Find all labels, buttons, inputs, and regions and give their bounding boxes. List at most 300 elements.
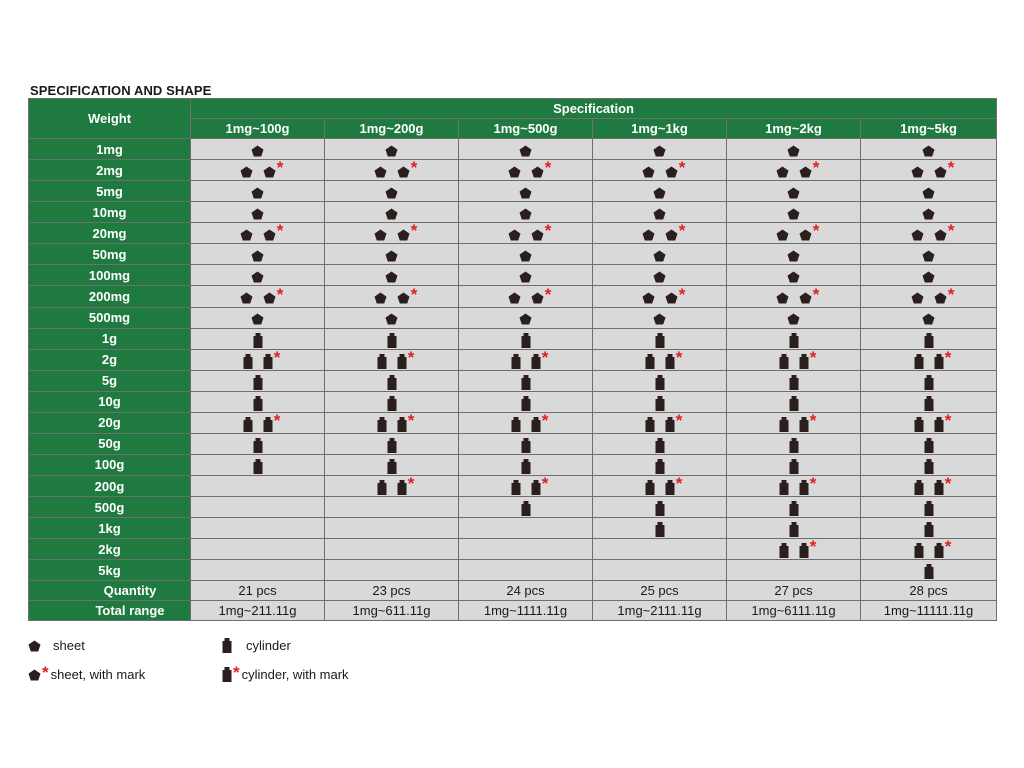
shape-cell [727, 476, 861, 497]
sheet-icon [787, 140, 800, 159]
cylinder-icon [789, 330, 799, 349]
table-row [29, 412, 997, 433]
cylinder-icon [521, 372, 531, 391]
table-row [29, 328, 997, 349]
total-range-value: 1mg~211.11g [191, 601, 325, 621]
sheet-icon [787, 203, 800, 222]
shape-cell [593, 328, 727, 349]
sheet-icon [776, 224, 789, 243]
sheet-with-mark-icon [531, 158, 552, 180]
shape-cell [861, 223, 997, 244]
shape-cell [861, 160, 997, 181]
cylinder-icon [924, 330, 934, 349]
cylinder-with-mark-icon [799, 410, 817, 433]
sheet-icon [28, 640, 41, 652]
weight-label: 2mg [29, 160, 191, 181]
shape-cell [861, 476, 997, 497]
sheet-with-mark-icon [934, 158, 955, 180]
shape-cell [459, 518, 593, 539]
total-range-value: 1mg~11111.11g [861, 601, 997, 621]
cylinder-icon [779, 351, 789, 370]
table-row [29, 244, 997, 265]
spec-column-header: 1mg~200g [325, 119, 459, 139]
sheet-icon [374, 161, 387, 180]
shape-cell [325, 539, 459, 560]
mark-asterisk: * [407, 410, 415, 430]
sheet-icon [922, 182, 935, 201]
sheet-icon [787, 245, 800, 264]
weight-label: 500mg [29, 307, 191, 328]
quantity-value: 24 pcs [459, 581, 593, 601]
table-row [29, 539, 997, 560]
shape-cell [861, 286, 997, 307]
cylinder-icon [511, 351, 521, 370]
sheet-icon [519, 245, 532, 264]
sheet-with-mark-icon [934, 221, 955, 243]
sheet-icon [240, 288, 253, 307]
sheet-icon [251, 203, 264, 222]
sheet-icon [653, 266, 666, 285]
sheet-with-mark-icon [531, 284, 552, 307]
shape-cell [325, 265, 459, 286]
mark-asterisk: * [809, 474, 817, 494]
table-row [29, 497, 997, 518]
table-row [29, 307, 997, 328]
sheet-icon [251, 182, 264, 201]
shape-cell [191, 181, 325, 202]
sheet-icon [787, 182, 800, 201]
sheet-with-mark-icon [397, 284, 418, 307]
shape-cell [325, 139, 459, 160]
spec-column-header: 1mg~100g [191, 119, 325, 139]
sheet-icon [911, 288, 924, 307]
cylinder-with-mark-icon [397, 410, 415, 433]
shape-cell [191, 223, 325, 244]
sheet-with-mark-icon [28, 662, 49, 682]
sheet-icon [508, 161, 521, 180]
shape-cell [459, 412, 593, 433]
cylinder-icon [655, 435, 665, 454]
shape-cell [325, 223, 459, 244]
cylinder-icon [789, 519, 799, 538]
shape-cell [325, 560, 459, 581]
page-title: SPECIFICATION AND SHAPE [30, 83, 212, 98]
shape-cell [191, 202, 325, 223]
sheet-icon [251, 309, 264, 328]
cylinder-icon [521, 456, 531, 475]
cylinder-icon [387, 393, 397, 412]
shape-cell [727, 307, 861, 328]
shape-cell [459, 370, 593, 391]
shape-cell [593, 391, 727, 412]
cylinder-with-mark-icon [665, 410, 683, 433]
mark-asterisk: * [944, 410, 952, 430]
sheet-icon [385, 182, 398, 201]
cylinder-icon [511, 414, 521, 433]
table-row [29, 160, 997, 181]
weight-label: 5g [29, 370, 191, 391]
legend-sheet-mark [28, 662, 146, 682]
shape-cell [191, 433, 325, 454]
shape-cell [325, 518, 459, 539]
weight-label: 50g [29, 433, 191, 454]
shape-cell [325, 476, 459, 497]
table-row [29, 265, 997, 286]
cylinder-with-mark-icon [263, 410, 281, 433]
shape-cell [727, 244, 861, 265]
sheet-icon [385, 140, 398, 159]
shape-cell [325, 391, 459, 412]
shape-cell [459, 181, 593, 202]
shape-cell [459, 328, 593, 349]
cylinder-with-mark-icon [934, 474, 952, 496]
cylinder-with-mark-icon [799, 537, 817, 559]
shape-cell [727, 202, 861, 223]
sheet-icon [240, 161, 253, 180]
shape-cell [593, 539, 727, 560]
mark-asterisk: * [812, 221, 820, 241]
shape-cell [861, 202, 997, 223]
total-range-value: 1mg~6111.11g [727, 601, 861, 621]
shape-cell [325, 181, 459, 202]
sheet-icon [653, 140, 666, 159]
cylinder-icon [924, 456, 934, 475]
cylinder-icon [779, 540, 789, 559]
cylinder-icon [924, 435, 934, 454]
shape-cell [593, 518, 727, 539]
table-row [29, 433, 997, 454]
shape-cell [727, 181, 861, 202]
mark-asterisk: * [42, 662, 49, 682]
table-row [29, 223, 997, 244]
cylinder-with-mark-icon [799, 347, 817, 370]
shape-cell [459, 539, 593, 560]
cylinder-icon [655, 456, 665, 475]
cylinder-icon [645, 414, 655, 433]
shape-cell [459, 265, 593, 286]
quantity-row [29, 581, 997, 601]
shape-cell [325, 497, 459, 518]
quantity-value: 27 pcs [727, 581, 861, 601]
shape-cell [861, 370, 997, 391]
mark-asterisk: * [678, 221, 686, 241]
table-row [29, 454, 997, 475]
legend-cylinder-label: cylinder [246, 638, 291, 653]
sheet-icon [922, 266, 935, 285]
weight-label: 10g [29, 391, 191, 412]
cylinder-icon [511, 477, 521, 496]
cylinder-icon [914, 414, 924, 433]
mark-asterisk: * [273, 347, 281, 367]
spec-column-header: 1mg~1kg [593, 119, 727, 139]
weight-label: 10mg [29, 202, 191, 223]
weight-label: 200g [29, 476, 191, 497]
shape-cell [459, 391, 593, 412]
shape-cell [593, 433, 727, 454]
sheet-icon [787, 266, 800, 285]
quantity-value: 23 pcs [325, 581, 459, 601]
mark-asterisk: * [678, 284, 686, 304]
cylinder-with-mark-icon [531, 347, 549, 370]
shape-cell [459, 560, 593, 581]
shape-cell [861, 560, 997, 581]
shape-cell [727, 328, 861, 349]
mark-asterisk: * [541, 410, 549, 430]
sheet-icon [385, 309, 398, 328]
weight-label: 500g [29, 497, 191, 518]
mark-asterisk: * [410, 158, 418, 178]
shape-cell [459, 139, 593, 160]
legend-sheet-mark-label: sheet, with mark [50, 667, 146, 682]
sheet-icon [519, 140, 532, 159]
shape-cell [459, 433, 593, 454]
cylinder-with-mark-icon [665, 347, 683, 370]
mark-asterisk: * [675, 347, 683, 367]
shape-cell [593, 307, 727, 328]
sheet-icon [374, 288, 387, 307]
cylinder-icon [243, 351, 253, 370]
shape-cell [861, 539, 997, 560]
cylinder-icon [377, 351, 387, 370]
cylinder-icon [924, 519, 934, 538]
cylinder-icon [789, 393, 799, 412]
shape-cell [191, 160, 325, 181]
cylinder-icon [243, 414, 253, 433]
spec-column-header: 1mg~2kg [727, 119, 861, 139]
table-row [29, 476, 997, 497]
shape-cell [459, 244, 593, 265]
shape-cell [861, 328, 997, 349]
shape-cell [191, 391, 325, 412]
shape-cell [593, 202, 727, 223]
sheet-with-mark-icon [263, 158, 284, 180]
weight-label: 5kg [29, 560, 191, 581]
weight-label: 2g [29, 349, 191, 370]
shape-cell [325, 454, 459, 475]
weight-label: 50mg [29, 244, 191, 265]
shape-cell [593, 349, 727, 370]
sheet-with-mark-icon [799, 284, 820, 307]
specification-header: Specification [191, 99, 997, 119]
shape-cell [861, 307, 997, 328]
shape-cell [593, 560, 727, 581]
shape-cell [459, 223, 593, 244]
shape-cell [459, 160, 593, 181]
cylinder-icon [924, 498, 934, 517]
mark-asterisk: * [407, 474, 415, 494]
shape-cell [191, 328, 325, 349]
sheet-icon [776, 161, 789, 180]
shape-cell [727, 223, 861, 244]
sheet-icon [240, 224, 253, 243]
shape-cell [727, 560, 861, 581]
sheet-icon [519, 309, 532, 328]
shape-cell [593, 223, 727, 244]
cylinder-icon [387, 372, 397, 391]
cylinder-icon [521, 498, 531, 517]
shape-cell [593, 181, 727, 202]
table-row [29, 391, 997, 412]
sheet-icon [385, 245, 398, 264]
weight-label: 1kg [29, 518, 191, 539]
sheet-icon [653, 182, 666, 201]
shape-cell [459, 476, 593, 497]
table-row [29, 349, 997, 370]
shape-cell [861, 497, 997, 518]
cylinder-with-mark-icon [934, 347, 952, 370]
mark-asterisk: * [944, 537, 952, 557]
shape-cell [727, 265, 861, 286]
legend-cylinder [222, 638, 291, 653]
shape-cell [861, 265, 997, 286]
shape-cell [191, 518, 325, 539]
shape-cell [191, 412, 325, 433]
shape-cell [593, 139, 727, 160]
cylinder-icon [377, 414, 387, 433]
shape-cell [727, 286, 861, 307]
mark-asterisk: * [947, 158, 955, 178]
cylinder-with-mark-icon [665, 474, 683, 496]
legend-sheet-label: sheet [53, 638, 85, 653]
shape-cell [459, 286, 593, 307]
mark-asterisk: * [276, 221, 284, 241]
shape-cell [727, 412, 861, 433]
sheet-icon [787, 309, 800, 328]
weight-label: 5mg [29, 181, 191, 202]
weight-label: 200mg [29, 286, 191, 307]
cylinder-icon [655, 519, 665, 538]
shape-cell [727, 539, 861, 560]
shape-cell [191, 265, 325, 286]
shape-cell [593, 497, 727, 518]
sheet-icon [385, 203, 398, 222]
cylinder-icon [924, 372, 934, 391]
sheet-with-mark-icon [799, 221, 820, 243]
shape-cell [727, 139, 861, 160]
cylinder-icon [253, 330, 263, 349]
sheet-icon [251, 140, 264, 159]
mark-asterisk: * [947, 284, 955, 304]
cylinder-icon [655, 330, 665, 349]
shape-cell [727, 454, 861, 475]
sheet-icon [776, 288, 789, 307]
shape-cell [727, 370, 861, 391]
shape-cell [191, 349, 325, 370]
cylinder-icon [521, 393, 531, 412]
cylinder-icon [779, 414, 789, 433]
cylinder-with-mark-icon [222, 662, 240, 682]
cylinder-icon [655, 498, 665, 517]
sheet-icon [642, 161, 655, 180]
weight-label: 1mg [29, 139, 191, 160]
cylinder-icon [914, 477, 924, 496]
sheet-icon [922, 309, 935, 328]
cylinder-icon [645, 351, 655, 370]
total-range-value: 1mg~1111.11g [459, 601, 593, 621]
shape-cell [593, 286, 727, 307]
shape-cell [727, 518, 861, 539]
cylinder-icon [253, 393, 263, 412]
shape-cell [191, 244, 325, 265]
mark-asterisk: * [675, 410, 683, 430]
sheet-icon [642, 224, 655, 243]
shape-cell [727, 433, 861, 454]
cylinder-icon [253, 372, 263, 391]
sheet-icon [911, 224, 924, 243]
sheet-with-mark-icon [531, 221, 552, 243]
sheet-with-mark-icon [397, 158, 418, 180]
mark-asterisk: * [233, 662, 240, 682]
sheet-with-mark-icon [799, 158, 820, 180]
mark-asterisk: * [947, 221, 955, 241]
shape-cell [593, 160, 727, 181]
mark-asterisk: * [678, 158, 686, 178]
mark-asterisk: * [544, 221, 552, 241]
cylinder-icon [222, 638, 232, 653]
sheet-with-mark-icon [665, 158, 686, 180]
legend-cylinder-mark [222, 662, 349, 682]
shape-cell [325, 433, 459, 454]
total-range-label: Total range [29, 601, 191, 621]
shape-cell [593, 454, 727, 475]
cylinder-icon [789, 456, 799, 475]
sheet-icon [922, 140, 935, 159]
quantity-value: 28 pcs [861, 581, 997, 601]
table-row [29, 560, 997, 581]
shape-cell [325, 328, 459, 349]
table-row [29, 286, 997, 307]
mark-asterisk: * [812, 158, 820, 178]
cylinder-with-mark-icon [934, 410, 952, 433]
total-range-value: 1mg~2111.11g [593, 601, 727, 621]
shape-cell [593, 265, 727, 286]
mark-asterisk: * [541, 347, 549, 367]
mark-asterisk: * [544, 158, 552, 178]
shape-cell [861, 244, 997, 265]
cylinder-icon [789, 435, 799, 454]
sheet-icon [519, 182, 532, 201]
cylinder-icon [521, 330, 531, 349]
mark-asterisk: * [541, 474, 549, 494]
shape-cell [191, 497, 325, 518]
sheet-with-mark-icon [263, 284, 284, 307]
sheet-icon [251, 266, 264, 285]
mark-asterisk: * [944, 347, 952, 367]
shape-cell [861, 391, 997, 412]
sheet-icon [519, 266, 532, 285]
cylinder-icon [914, 351, 924, 370]
cylinder-icon [387, 456, 397, 475]
shape-cell [861, 518, 997, 539]
shape-cell [593, 244, 727, 265]
sheet-with-mark-icon [934, 284, 955, 307]
weight-label: 20g [29, 412, 191, 433]
total-range-value: 1mg~611.11g [325, 601, 459, 621]
shape-cell [593, 370, 727, 391]
table-row [29, 181, 997, 202]
cylinder-icon [377, 477, 387, 496]
legend-sheet [28, 638, 85, 653]
cylinder-icon [924, 561, 934, 580]
sheet-icon [642, 288, 655, 307]
shape-cell [325, 412, 459, 433]
sheet-icon [508, 224, 521, 243]
cylinder-icon [924, 393, 934, 412]
shape-cell [191, 370, 325, 391]
cylinder-with-mark-icon [397, 474, 415, 496]
shape-cell [191, 454, 325, 475]
sheet-icon [922, 245, 935, 264]
